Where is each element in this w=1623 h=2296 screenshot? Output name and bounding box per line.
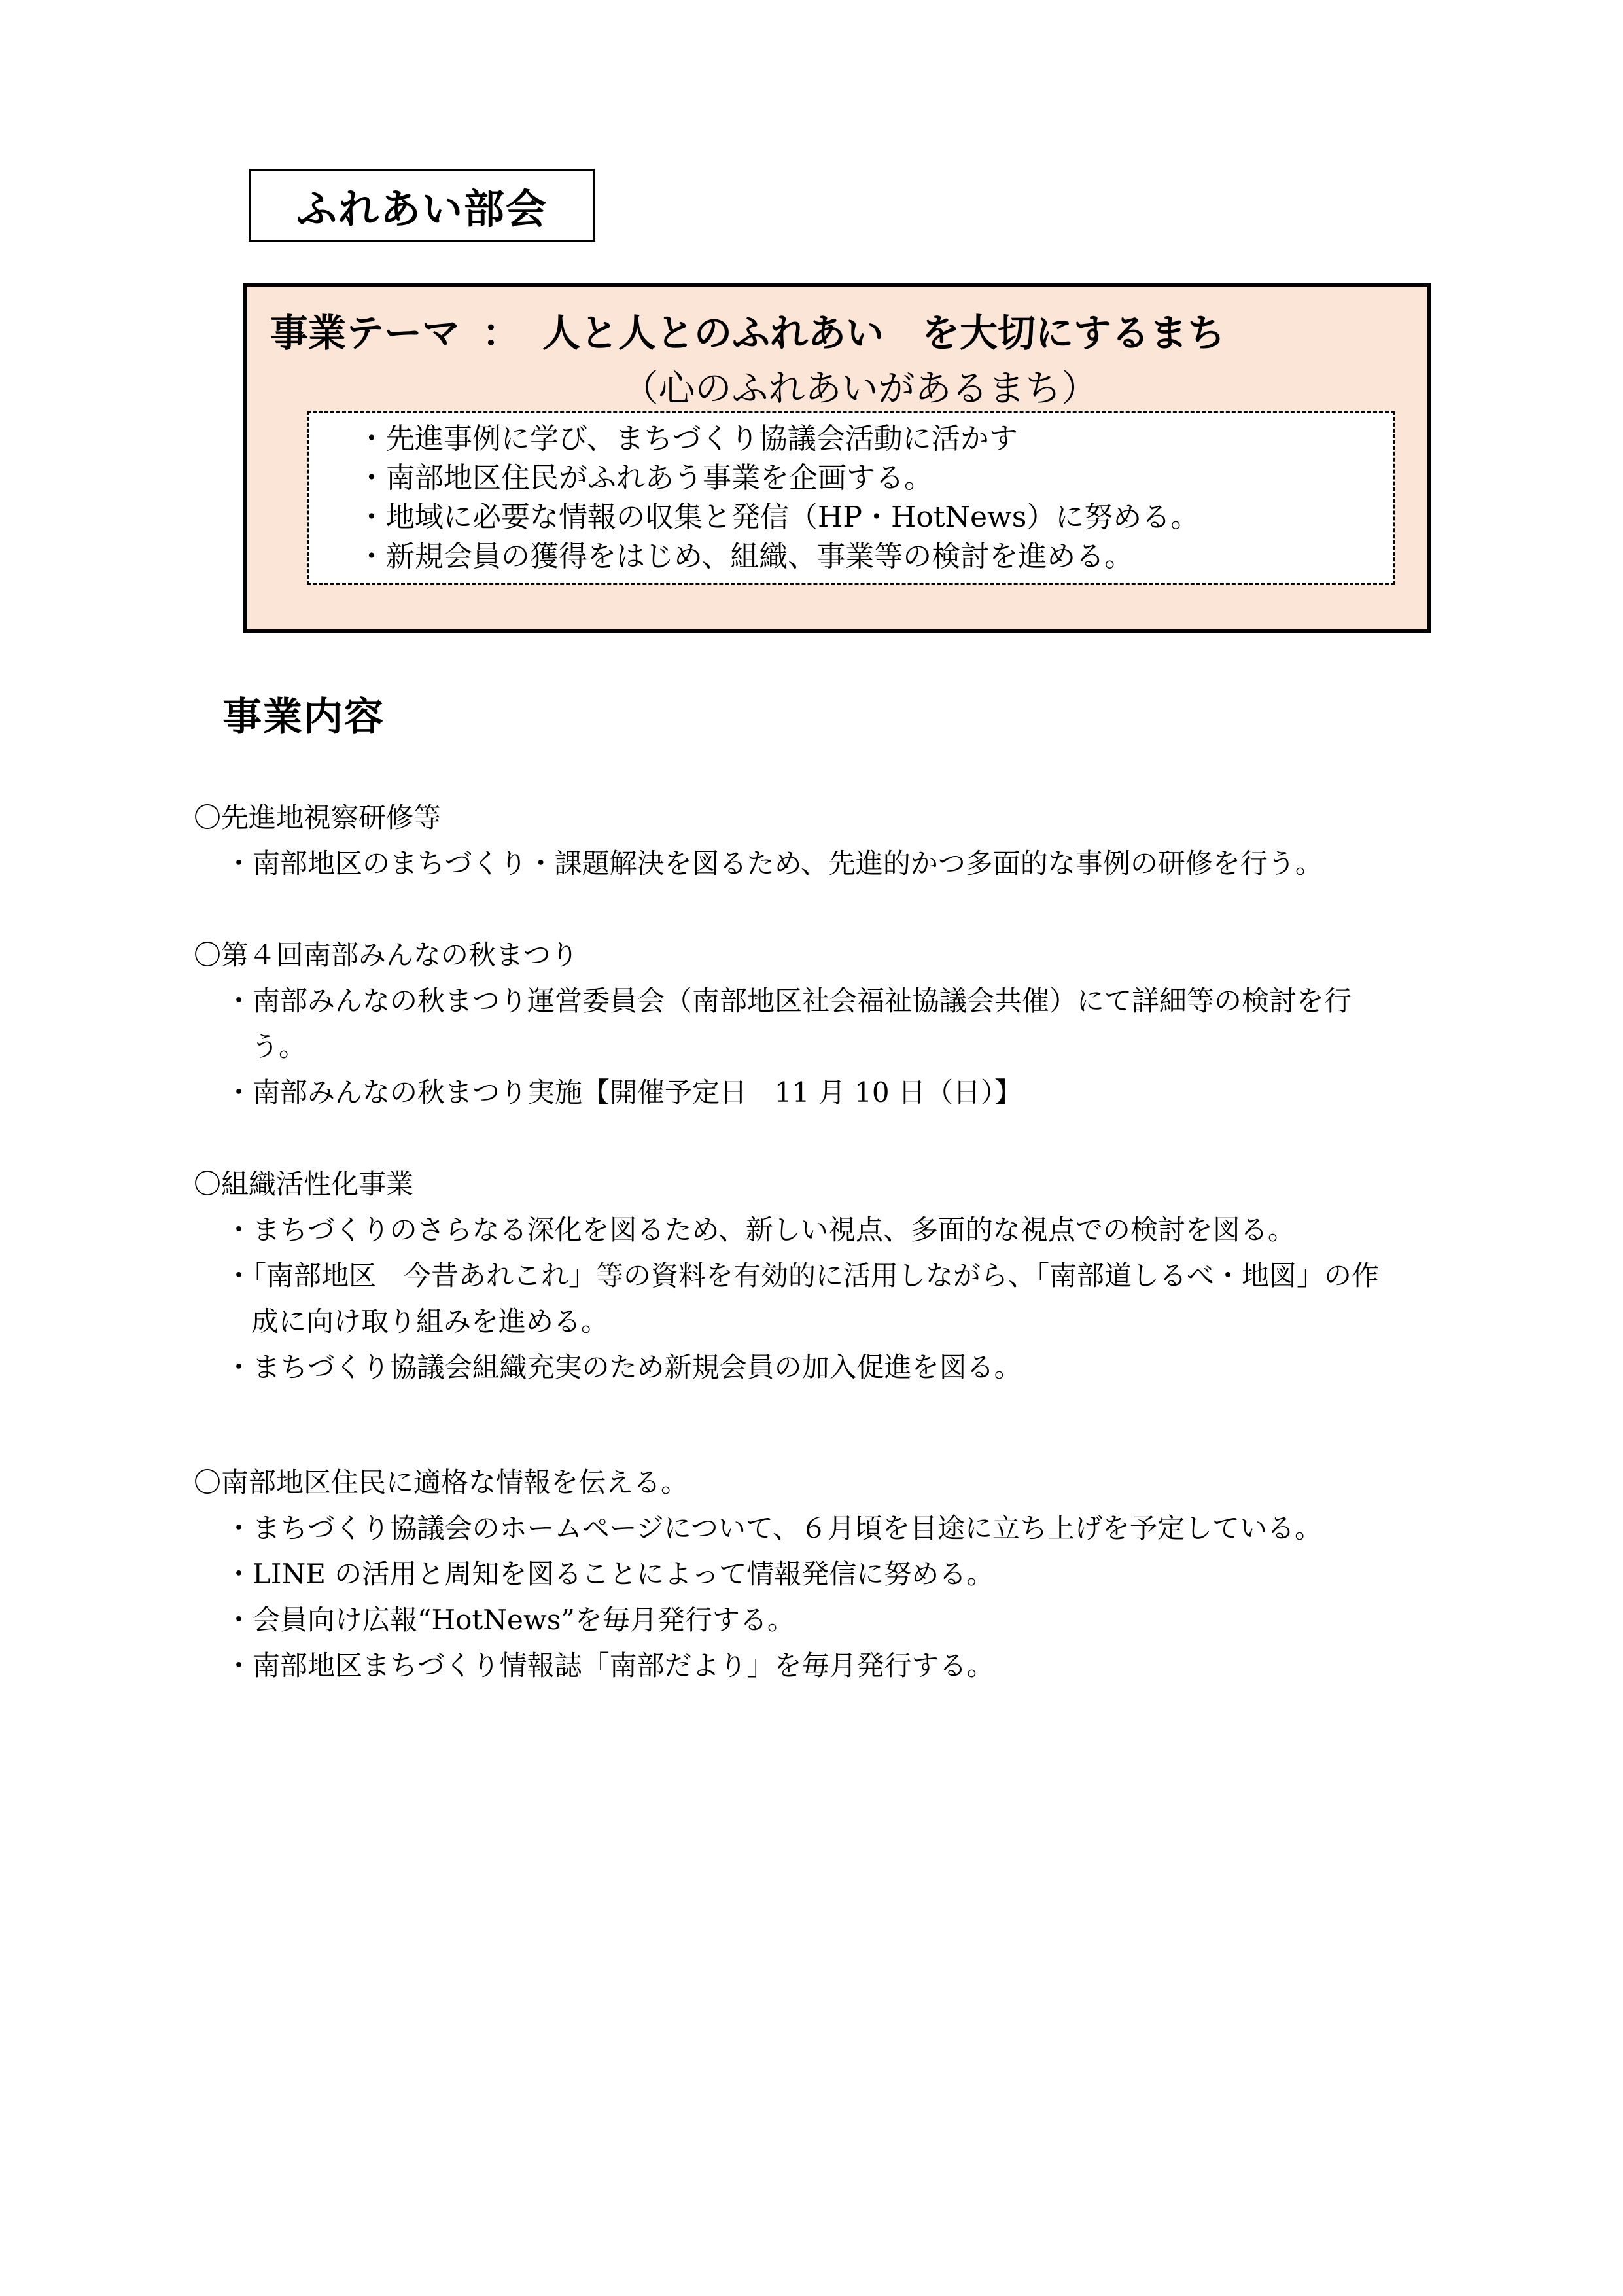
item-bullet: ・LINE の活用と周知を図ることによって情報発信に努める。 (225, 1558, 994, 1590)
item-heading: 〇南部地区住民に適格な情報を伝える。 (194, 1466, 689, 1498)
section-heading: 事業内容 (222, 694, 385, 740)
goal-item: ・地域に必要な情報の収集と発信（HP・HotNews）に努める。 (357, 501, 1200, 534)
item-bullet: ・南部地区まちづくり情報誌「南部だより」を毎月発行する。 (225, 1650, 994, 1682)
item-bullet: ・南部地区のまちづくり・課題解決を図るため、先進的かつ多面的な事例の研修を行う。 (225, 847, 1323, 879)
item-heading: 〇組織活性化事業 (194, 1168, 414, 1200)
goal-item: ・先進事例に学び、まちづくり協議会活動に活かす (357, 422, 1018, 455)
item-bullet: ・会員向け広報“HotNews”を毎月発行する。 (225, 1604, 795, 1636)
item-bullet: ・南部みんなの秋まつり実施【開催予定日 11 月 10 日（日）】 (225, 1076, 1022, 1108)
item-bullet: ・まちづくり協議会のホームページについて、６月頃を目途に立ち上げを予定している。 (225, 1512, 1323, 1544)
content-item (194, 795, 1437, 887)
theme-separator: ： (482, 311, 521, 355)
content-list (194, 795, 1437, 1689)
theme-label: 事業テーマ (270, 311, 461, 355)
department-title: ふれあい部会 (249, 169, 595, 242)
content-item (194, 932, 1437, 1116)
item-bullet: ・まちづくり協議会組織充実のため新規会員の加入促進を図る。 (225, 1351, 1022, 1383)
theme-line (270, 302, 1225, 357)
content-item (194, 1460, 1437, 1689)
item-heading: 〇第４回南部みんなの秋まつり (194, 939, 579, 971)
goals-box (307, 411, 1395, 585)
theme-text: 人と人とのふれあい を大切にするまち (542, 311, 1226, 355)
theme-subtitle: （心のふれあいがあるまち） (621, 368, 1098, 410)
goal-item: ・新規会員の獲得をはじめ、組織、事業等の検討を進める。 (357, 540, 1134, 573)
item-heading: 〇先進地視察研修等 (194, 802, 442, 834)
content-item (194, 1161, 1437, 1390)
theme-box (243, 283, 1431, 633)
item-bullet: ・「南部地区 今昔あれこれ」等の資料を有効的に活用しながら、「南部道しるべ・地図」の作成に向け取り組みを進める。 (225, 1260, 1380, 1337)
item-bullet: ・南部みんなの秋まつり運営委員会（南部地区社会福祉協議会共催）にて詳細等の検討を行う。 (225, 985, 1352, 1063)
item-bullet: ・まちづくりのさらなる深化を図るため、新しい視点、多面的な視点での検討を図る。 (225, 1214, 1295, 1246)
goal-item: ・南部地区住民がふれあう事業を企画する。 (357, 461, 933, 495)
